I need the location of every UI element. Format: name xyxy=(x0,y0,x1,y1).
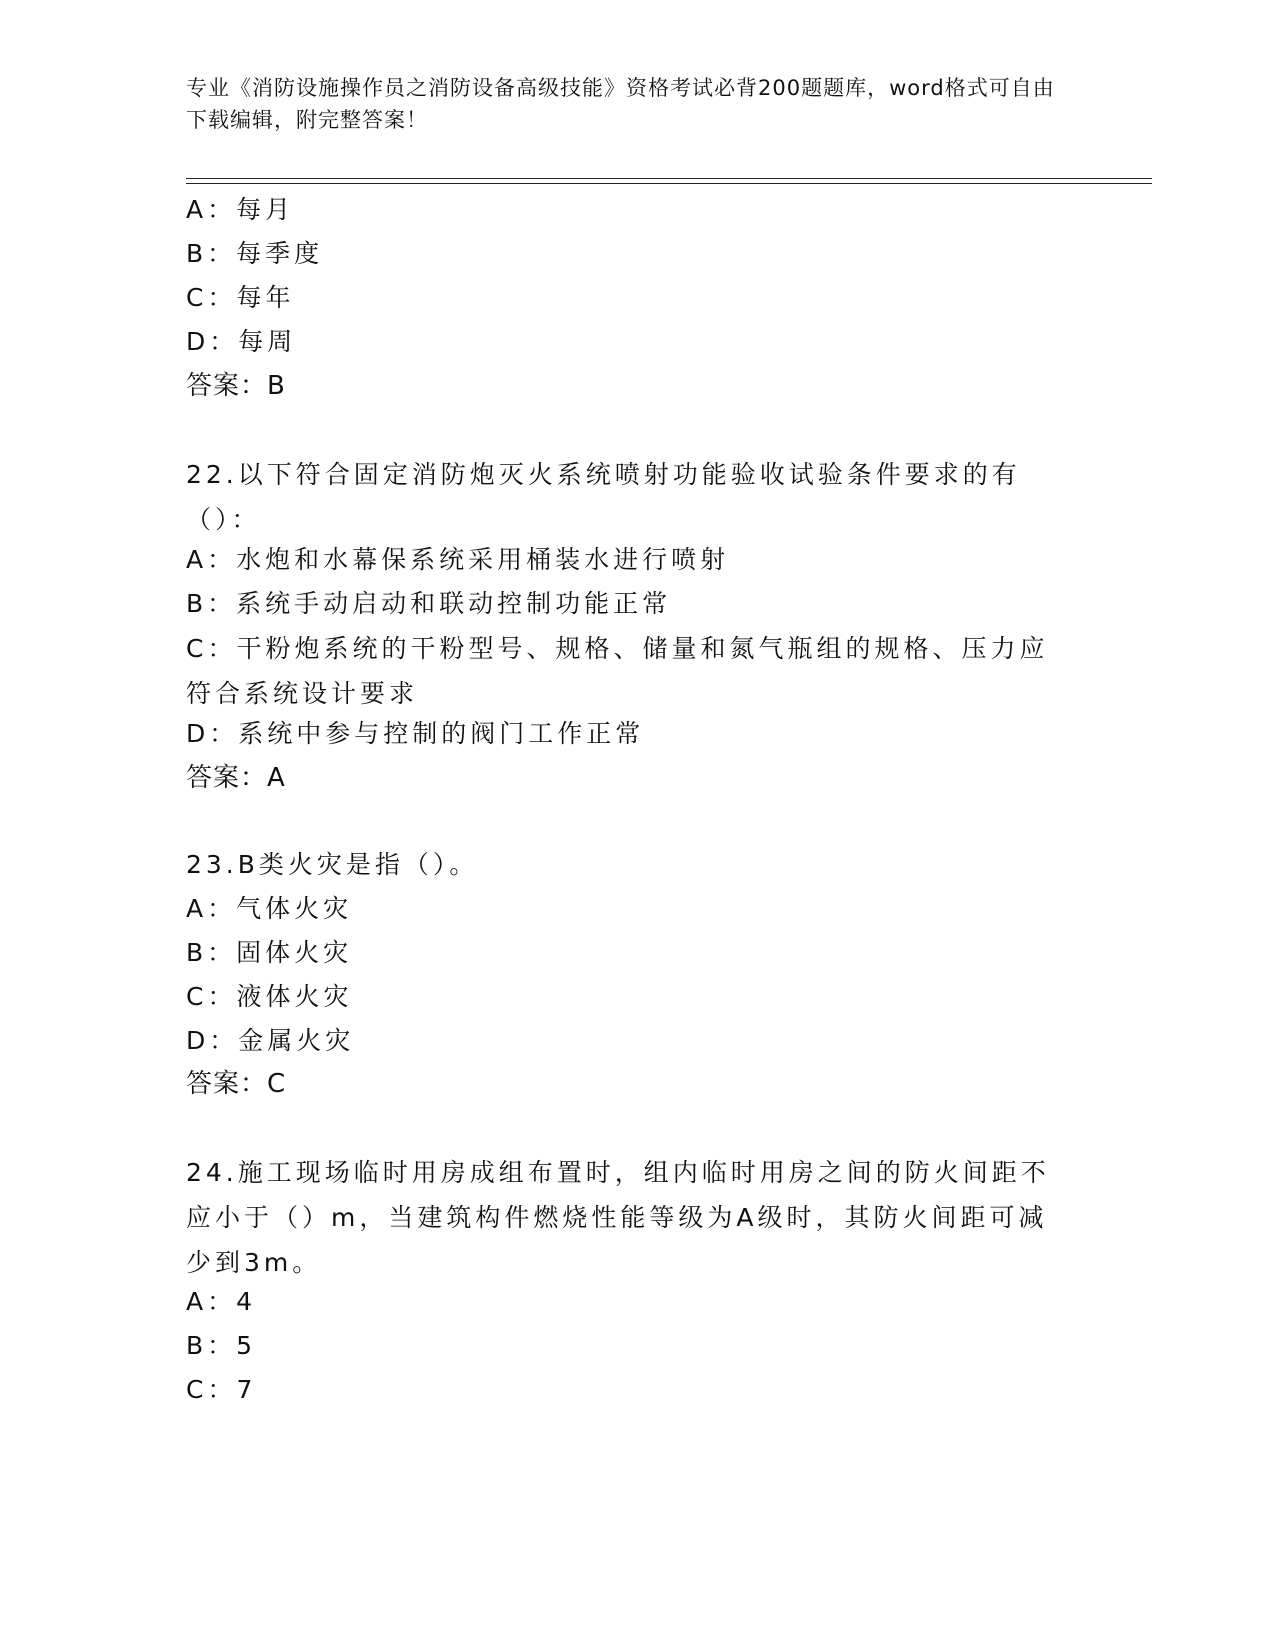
q22-option-a: A：水炮和水幕保系统采用桶装水进行喷射 xyxy=(186,545,730,574)
q23-option-b: B：固体火灾 xyxy=(186,938,353,967)
q22-answer: 答案：A xyxy=(186,763,286,793)
q23-option-d: D：金属火灾 xyxy=(186,1026,355,1055)
q23-answer: 答案：C xyxy=(186,1069,287,1099)
q22-option-c: C：干粉炮系统的干粉型号、规格、储量和氮气瓶组的规格、压力应符合系统设计要求 xyxy=(186,634,1049,708)
q21-option-d: D：每周 xyxy=(186,327,297,356)
q21-option-c: C：每年 xyxy=(186,283,295,312)
q21-answer: 答案：B xyxy=(186,371,286,401)
q24-option-c: C：7 xyxy=(186,1375,257,1404)
q22-option-b: B：系统手动启动和联动控制功能正常 xyxy=(186,589,672,618)
q24-option-b: B：5 xyxy=(186,1331,257,1360)
header-rule-top xyxy=(186,178,1152,179)
document-header: 专业《消防设施操作员之消防设备高级技能》资格考试必背200题题库，word格式可自由下载编辑，附完整答案！ xyxy=(186,76,1055,132)
q24-option-a: A：4 xyxy=(186,1287,257,1316)
q21-option-b: B：每季度 xyxy=(186,239,324,268)
q22-option-d: D：系统中参与控制的阀门工作正常 xyxy=(186,719,645,748)
q21-option-a: A：每月 xyxy=(186,195,295,224)
header-rule-bottom xyxy=(186,183,1152,184)
q24-stem: 24.施工现场临时用房成组布置时，组内临时用房之间的防火间距不应小于（）m，当建筑构件燃烧性能等级为A级时，其防火间距可减少到3m。 xyxy=(186,1158,1050,1277)
q23-stem: 23.B类火灾是指（）。 xyxy=(186,850,479,879)
q23-option-a: A：气体火灾 xyxy=(186,894,353,923)
q23-option-c: C：液体火灾 xyxy=(186,982,353,1011)
q22-stem: 22.以下符合固定消防炮灭火系统喷射功能验收试验条件要求的有（）： xyxy=(186,460,1021,534)
